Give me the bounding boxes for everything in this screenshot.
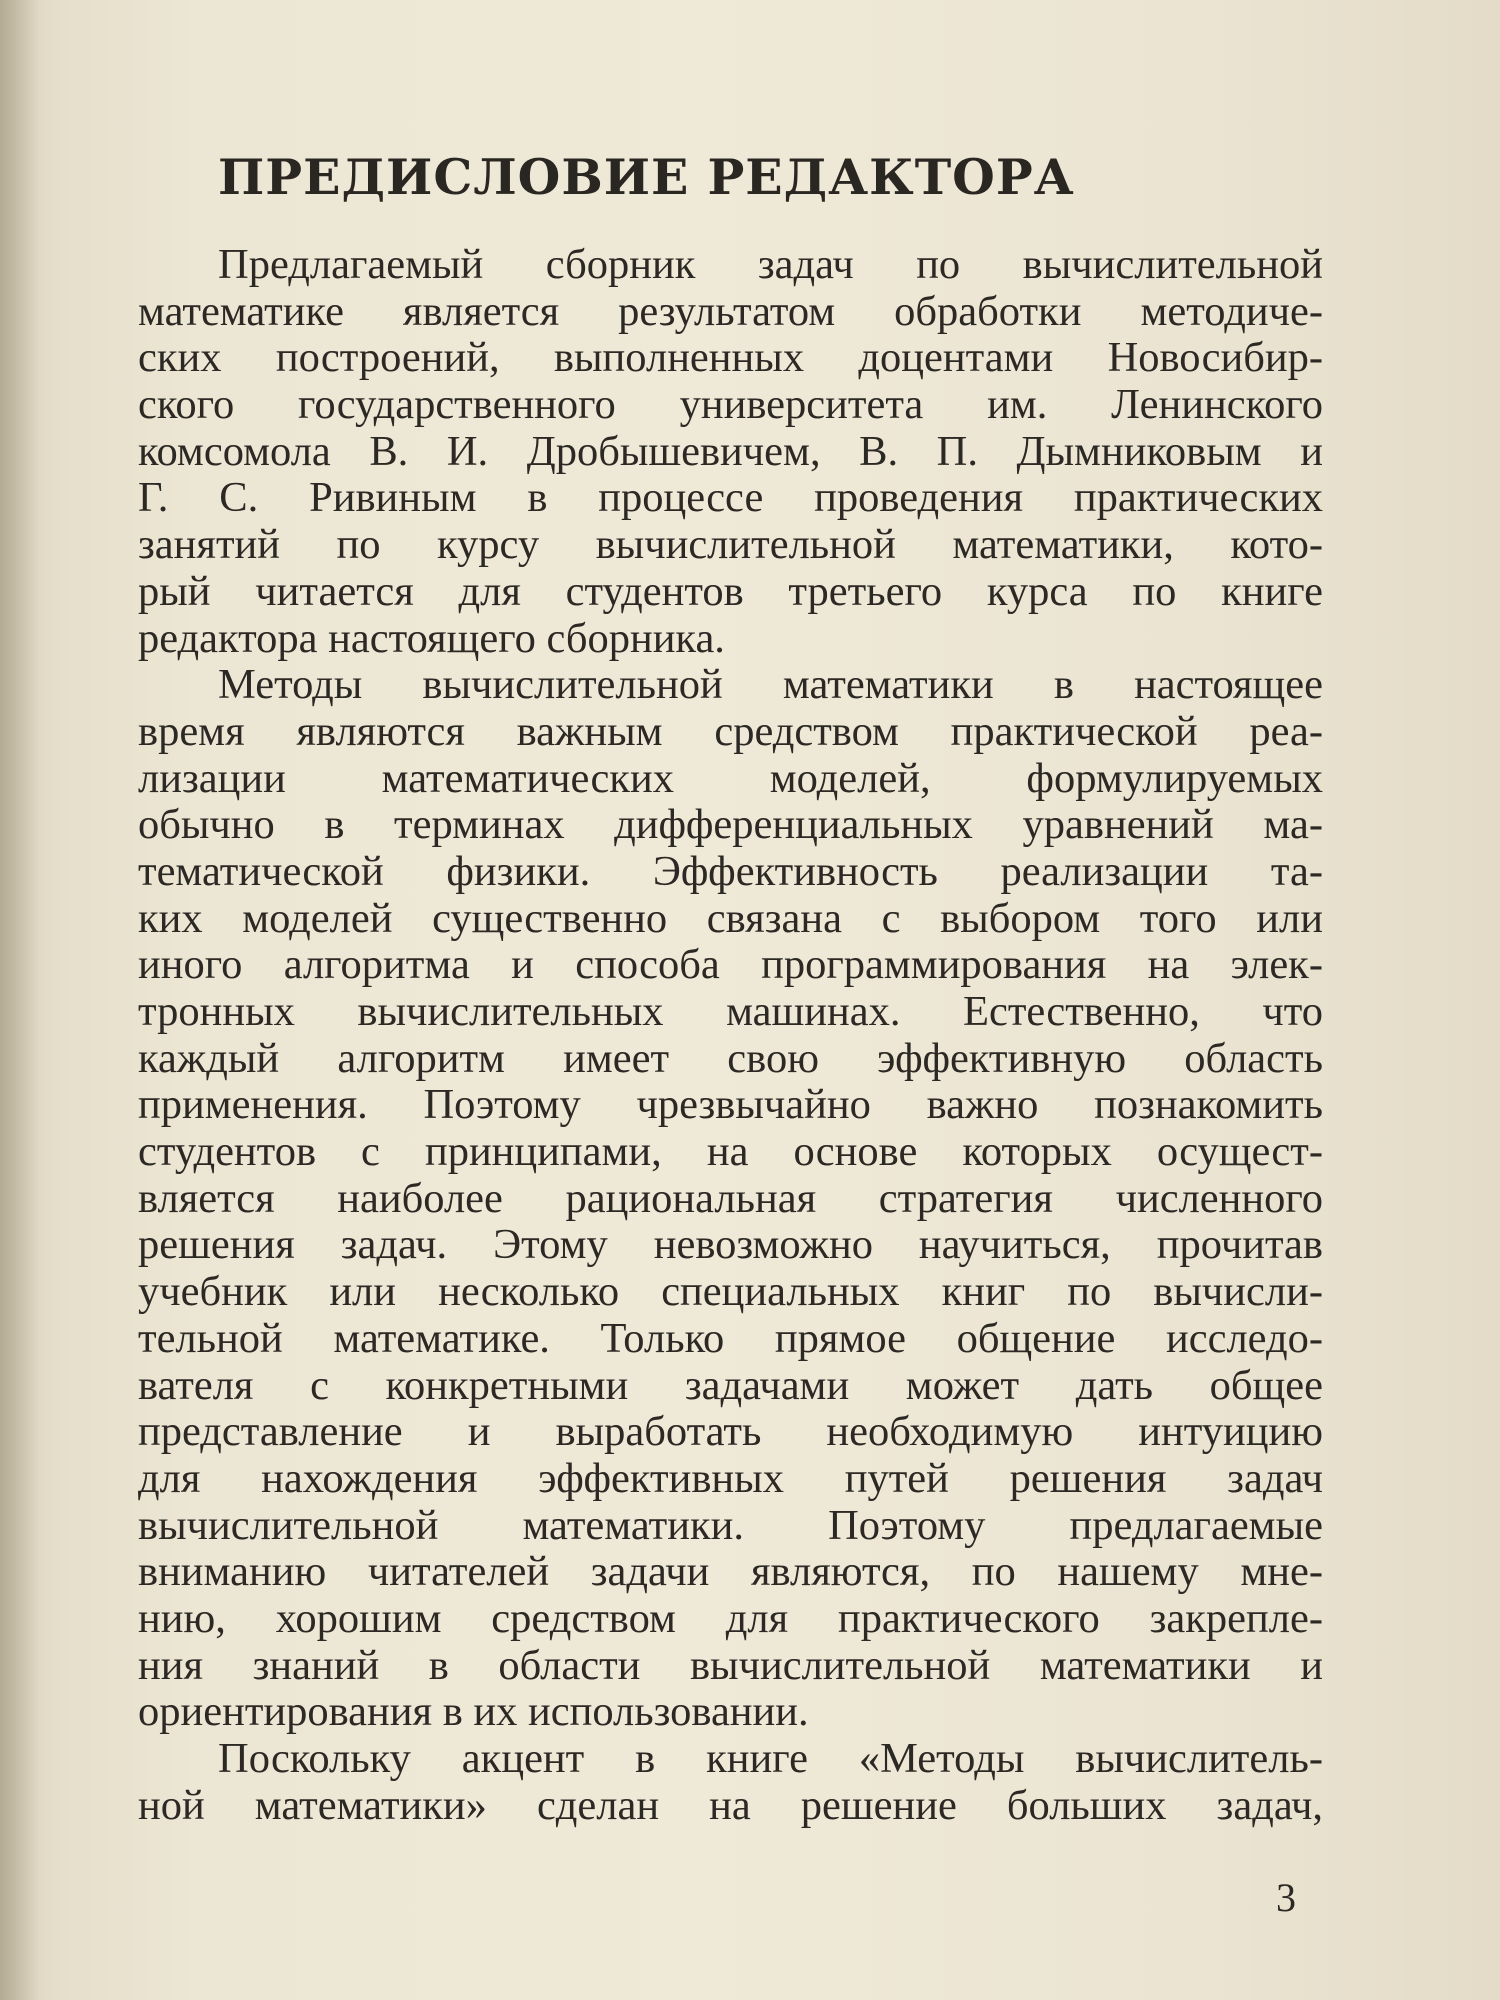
text-line: математике является результатом обработки методиче- [138, 287, 1323, 335]
page-heading: ПРЕДИСЛОВИЕ РЕДАКТОРА [218, 148, 1075, 206]
text-line: каждый алгоритм имеет свою эффективную область [138, 1034, 1323, 1082]
text-line: тельной математике. Только прямое общение исследо- [138, 1314, 1323, 1362]
text-line: ких моделей существенно связана с выбором того или [138, 894, 1323, 942]
paragraph-2 [138, 662, 1323, 1736]
text-line: иного алгоритма и способа программирования на элек- [138, 941, 1323, 989]
text-line: лизации математических моделей, формулируемых [138, 754, 1323, 802]
text-line: Г. С. Ривиным в процессе проведения практических [138, 474, 1323, 522]
text-line: для нахождения эффективных путей решения задач [138, 1454, 1323, 1502]
text-line: ского государственного университета им. Ленинского [138, 381, 1323, 429]
text-line: Предлагаемый сборник задач по вычислительной [218, 241, 1323, 288]
text-line: тронных вычислительных машинах. Естественно, что [138, 988, 1323, 1035]
text-line: обычно в терминах дифференциальных уравнений ма- [138, 801, 1323, 849]
text-line: представление и выработать необходимую интуицию [138, 1408, 1323, 1456]
paragraph-1 [138, 242, 1323, 662]
text-line: ной математики» сделан на решение больших задач, [138, 1781, 1323, 1829]
text-line: ских построений, выполненных доцентами Новосибир- [138, 334, 1323, 382]
text-line: вляется наиболее рациональная стратегия численного [138, 1174, 1323, 1222]
text-line: Поскольку акцент в книге «Методы вычислитель- [218, 1735, 1323, 1782]
text-line: занятий по курсу вычислительной математики, кото- [138, 521, 1323, 569]
text-line: рый читается для студентов третьего курса по книге [138, 567, 1323, 615]
text-line: ориентирования в их использовании. [138, 1688, 809, 1736]
text-line: время являются важным средством практической реа- [138, 707, 1323, 755]
spine-shadow [0, 0, 40, 2000]
text-line: ния знаний в области вычислительной математики и [138, 1641, 1323, 1689]
text-line: учебник или несколько специальных книг по вычисли- [138, 1268, 1323, 1316]
text-line: тематической физики. Эффективность реализации та- [138, 847, 1323, 895]
text-line: Методы вычислительной математики в настоящее [218, 661, 1323, 709]
text-line: применения. Поэтому чрезвычайно важно познакомить [138, 1081, 1323, 1129]
paragraph-3 [138, 1736, 1323, 1829]
text-line: решения задач. Этому невозможно научиться, прочитав [138, 1221, 1323, 1269]
text-line: нию, хорошим средством для практического закрепле- [138, 1594, 1323, 1642]
text-line: редактора настоящего сборника. [138, 614, 725, 662]
text-line: вычислительной математики. Поэтому предлагаемые [138, 1501, 1323, 1549]
text-line: комсомола В. И. Дробышевичем, В. П. Дымниковым и [138, 427, 1323, 475]
body-text [138, 242, 1323, 1829]
page-number: 3 [1276, 1875, 1296, 1920]
text-line: вниманию читателей задачи являются, по нашему мне- [138, 1548, 1323, 1596]
text-line: вателя с конкретными задачами может дать общее [138, 1361, 1323, 1409]
text-line: студентов с принципами, на основе которых осущест- [138, 1128, 1323, 1176]
